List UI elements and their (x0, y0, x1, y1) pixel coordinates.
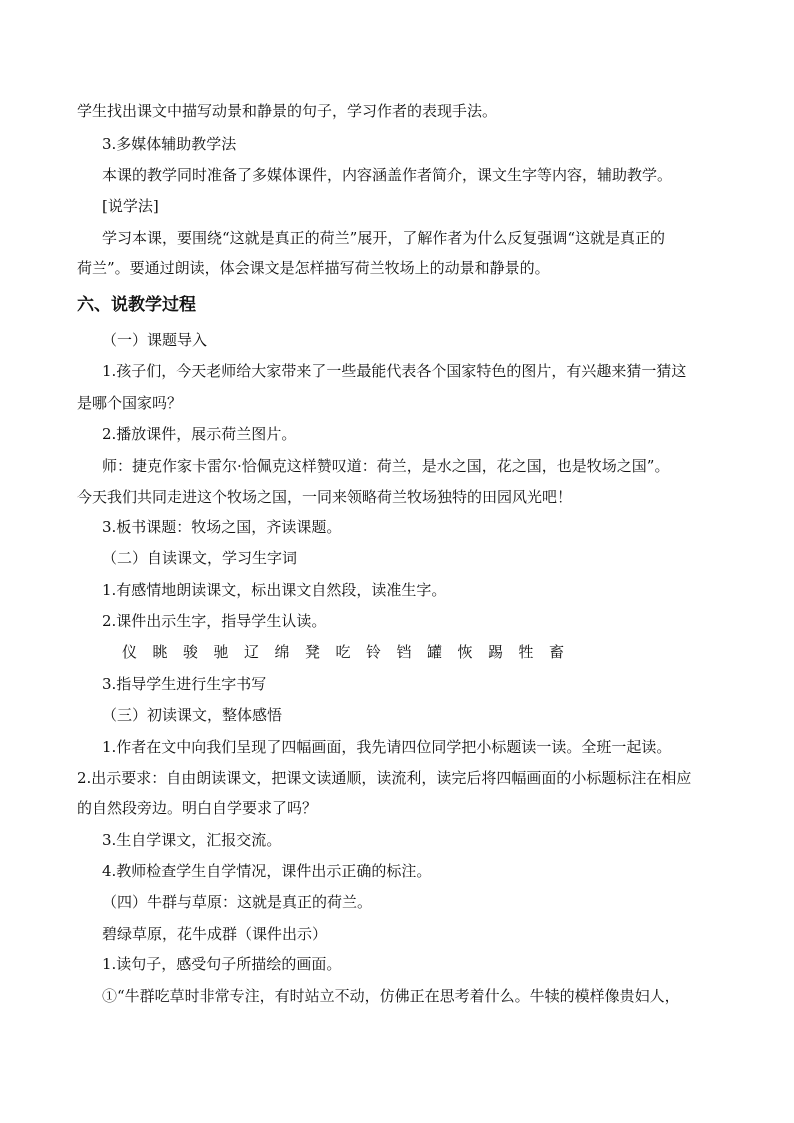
new-character: 牲 (518, 643, 534, 661)
paragraph-line: 今天我们共同走进这个牧场之国，一同来领略荷兰牧场独特的田园风光吧！ (77, 488, 573, 506)
section-label-learning-method: [说学法] (102, 197, 159, 215)
new-character: 驰 (213, 643, 229, 661)
new-character: 吃 (335, 643, 351, 661)
new-character: 凳 (304, 643, 320, 661)
new-characters-row (119, 642, 567, 662)
paragraph-line: 4.教师检查学生自学情况，课件出示正确的标注。 (102, 862, 432, 880)
paragraph-line: 荷兰”。要通过朗读，体会课文是怎样描写荷兰牧场上的动景和静景的。 (77, 259, 550, 277)
section-heading: 六、说教学过程 (77, 295, 196, 315)
new-character: 绵 (274, 643, 290, 661)
paragraph-line: 3.生自学课文，汇报交流。 (102, 831, 282, 849)
subsection-title: （二）自读课文，学习生字词 (102, 549, 298, 567)
paragraph-line: 3.板书课题：牧场之国，齐读课题。 (102, 518, 342, 536)
new-character: 眺 (152, 643, 168, 661)
paragraph-line: 2.播放课件，展示荷兰图片。 (102, 425, 297, 443)
new-character: 仪 (121, 643, 137, 661)
subsection-title: （三）初读课文，整体感悟 (102, 706, 283, 724)
paragraph-line: 1.作者在文中向我们呈现了四幅画面，我先请四位同学把小标题读一读。全班一起读。 (102, 738, 672, 756)
paragraph-line: 碧绿草原，花牛成群（课件出示） (102, 925, 328, 943)
paragraph-line: 学生找出课文中描写动景和静景的句子，学习作者的表现手法。 (77, 102, 498, 120)
paragraph-line: 是哪个国家吗？ (77, 394, 183, 412)
new-character: 踢 (487, 643, 503, 661)
new-character: 罐 (426, 643, 442, 661)
paragraph-line: ①“牛群吃草时非常专注，有时站立不动，仿佛正在思考着什么。牛犊的模样像贵妇人， (102, 987, 680, 1005)
new-character: 辽 (243, 643, 259, 661)
subsection-title: （四）牛群与草原：这就是真正的荷兰。 (102, 893, 373, 911)
paragraph-line: 2.出示要求：自由朗读课文，把课文读通顺，读流利，读完后将四幅画面的小标题标注在相应 (77, 769, 692, 787)
new-character: 骏 (182, 643, 198, 661)
new-character: 铃 (365, 643, 381, 661)
paragraph-line: 1.有感情地朗读课文，标出课文自然段，读准生字。 (102, 581, 447, 599)
paragraph-line: 师：捷克作家卡雷尔·恰佩克这样赞叹道：荷兰，是水之国，花之国，也是牧场之国”。 (102, 457, 670, 475)
paragraph-line: 3.指导学生进行生字书写 (102, 675, 267, 693)
new-character: 畜 (548, 643, 564, 661)
paragraph-line: 1.读句子，感受句子所描绘的画面。 (102, 955, 342, 973)
subsection-title: （一）课题导入 (102, 331, 208, 349)
method-title-multimedia: 3.多媒体辅助教学法 (102, 135, 237, 153)
paragraph-line: 2.课件出示生字，指导学生认读。 (102, 612, 327, 630)
paragraph-line: 学习本课，要围绕“这就是真正的荷兰”展开，了解作者为什么反复强调“这就是真正的 (102, 229, 666, 247)
paragraph-line: 1.孩子们，今天老师给大家带来了一些最能代表各个国家特色的图片，有兴趣来猜一猜这 (102, 362, 687, 380)
new-character: 恢 (457, 643, 473, 661)
new-character: 铛 (396, 643, 412, 661)
paragraph-line: 的自然段旁边。明白自学要求了吗？ (77, 799, 318, 817)
paragraph-line: 本课的教学同时准备了多媒体课件，内容涵盖作者简介，课文生字等内容，辅助教学。 (102, 166, 673, 184)
